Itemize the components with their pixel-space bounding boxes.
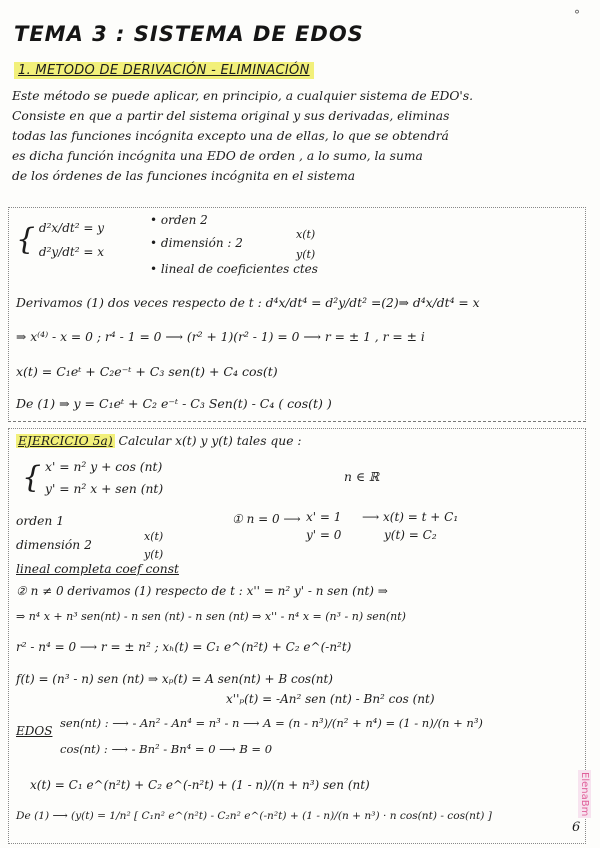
case1-system bbox=[306, 508, 341, 544]
exercise-dimension: dimensión 2 bbox=[16, 538, 92, 552]
exercise-header bbox=[16, 434, 302, 448]
var-y: y(t) bbox=[296, 248, 316, 261]
exercise-orden: orden 1 bbox=[16, 514, 65, 528]
corner-mark: ° bbox=[574, 8, 580, 22]
exercise-eq2: y' = n² x + sen (nt) bbox=[45, 482, 164, 496]
case2-line4: f(t) = (n³ - n) sen (nt) ⇒ xₚ(t) = A sen(nt) + B cos(nt) bbox=[16, 672, 333, 686]
example-derivation: Derivamos (1) dos veces respecto de t : d⁴x/dt⁴ = d²y/dt² =(2)⇒ d⁴x/dt⁴ = x bbox=[16, 296, 480, 310]
case1-sol2: y(t) = C₂ bbox=[384, 528, 437, 542]
exercise-eq1: x' = n² y + cos (nt) bbox=[45, 460, 163, 474]
page-number: 6 bbox=[572, 820, 581, 835]
edos-label: EDOS bbox=[16, 724, 53, 738]
case2-line3: r² - n⁴ = 0 ⟶ r = ± n² ; xₕ(t) = C₁ e^(n²t) + C₂ e^(-n²t) bbox=[16, 640, 352, 654]
case1-eq1: x' = 1 bbox=[306, 510, 342, 524]
brace-symbol: { bbox=[16, 222, 36, 257]
intro-line: Consiste en que a partir del sistema original y sus derivadas, eliminas bbox=[12, 109, 450, 123]
x-final-solution: x(t) = C₁ e^(n²t) + C₂ e^(-n²t) + (1 - n)/(n + n³) sen (nt) bbox=[30, 778, 370, 792]
case2-line5: x''ₚ(t) = -An² sen (nt) - Bn² cos (nt) bbox=[226, 692, 435, 706]
edos-cos: cos(nt) : ⟶ - Bn² - Bn⁴ = 0 ⟶ B = 0 bbox=[60, 742, 273, 756]
exercise-param: n ∈ ℝ bbox=[344, 470, 380, 484]
example-bullet-orden: • orden 2 bbox=[150, 213, 208, 227]
example-system bbox=[16, 216, 104, 264]
brace-symbol: { bbox=[22, 460, 42, 495]
exercise-dim-vars bbox=[144, 528, 163, 564]
var-y: y(t) bbox=[144, 548, 164, 561]
page-title: TEMA 3 : SISTEMA DE EDOS bbox=[14, 22, 364, 46]
exercise-lineal: lineal completa coef const bbox=[16, 562, 179, 576]
intro-paragraph bbox=[12, 86, 592, 186]
intro-line: Este método se puede aplicar, en principio, a cualquier sistema de EDO's. bbox=[12, 89, 474, 103]
exercise-system bbox=[22, 456, 163, 500]
case1-eq2: y' = 0 bbox=[306, 528, 342, 542]
example-eq2: d²y/dt² = x bbox=[38, 245, 105, 259]
example-eq1: d²x/dt² = y bbox=[38, 221, 105, 235]
exercise-label: EJERCICIO 5a) bbox=[18, 434, 113, 448]
example-characteristic: ⇒ x⁽⁴⁾ - x = 0 ; r⁴ - 1 = 0 ⟶ (r² + 1)(r² - 1) = 0 ⟶ r = ± 1 , r = ± i bbox=[16, 330, 425, 344]
section-separator bbox=[8, 421, 586, 422]
example-bullet-lineal: • lineal de coeficientes ctes bbox=[150, 262, 318, 276]
intro-line: es dicha función incógnita una EDO de orden , a lo sumo, la suma bbox=[12, 149, 423, 163]
case1-head: ① n = 0 ⟶ bbox=[232, 512, 301, 526]
case1-sol1: ⟶ x(t) = t + C₁ bbox=[362, 510, 459, 524]
case2-line1: ② n ≠ 0 derivamos (1) respecto de t : x'' = n² y' - n sen (nt) ⇒ bbox=[16, 584, 388, 598]
var-x: x(t) bbox=[296, 228, 316, 241]
section-heading: 1. METODO DE DERIVACIÓN - ELIMINACIÓN bbox=[14, 62, 314, 79]
exercise-statement: Calcular x(t) y y(t) tales que : bbox=[118, 434, 302, 448]
example-bullet-dimension: • dimensión : 2 bbox=[150, 236, 243, 250]
case1-solution bbox=[362, 508, 458, 544]
intro-line: todas las funciones incógnita excepto una de ellas, lo que se obtendrá bbox=[12, 129, 449, 143]
var-x: x(t) bbox=[144, 530, 164, 543]
edos-sen: sen(nt) : ⟶ - An² - An⁴ = n³ - n ⟶ A = (n - n³)/(n² + n⁴) = (1 - n)/(n + n³) bbox=[60, 716, 483, 730]
y-final-solution: De (1) ⟶ (y(t) = 1/n² [ C₁n² e^(n²t) - C₂n² e^(-n²t) + (1 - n)/(n + n³) · n cos(nt) - cos(nt) ] bbox=[16, 810, 492, 822]
case2-line2: ⇒ n⁴ x + n³ sen(nt) - n sen (nt) - n sen (nt) ⇒ x'' - n⁴ x = (n³ - n) sen(nt) bbox=[16, 610, 406, 623]
watermark-signature: ElenaBm bbox=[579, 772, 590, 817]
example-dim-vars bbox=[296, 225, 315, 265]
example-x-solution: x(t) = C₁eᵗ + C₂e⁻ᵗ + C₃ sen(t) + C₄ cos(t) bbox=[16, 364, 278, 379]
intro-line: de los órdenes de las funciones incógnita en el sistema bbox=[12, 169, 356, 183]
example-y-solution: De (1) ⇒ y = C₁eᵗ + C₂ e⁻ᵗ - C₃ Sen(t) - C₄ ( cos(t) ) bbox=[16, 396, 332, 411]
